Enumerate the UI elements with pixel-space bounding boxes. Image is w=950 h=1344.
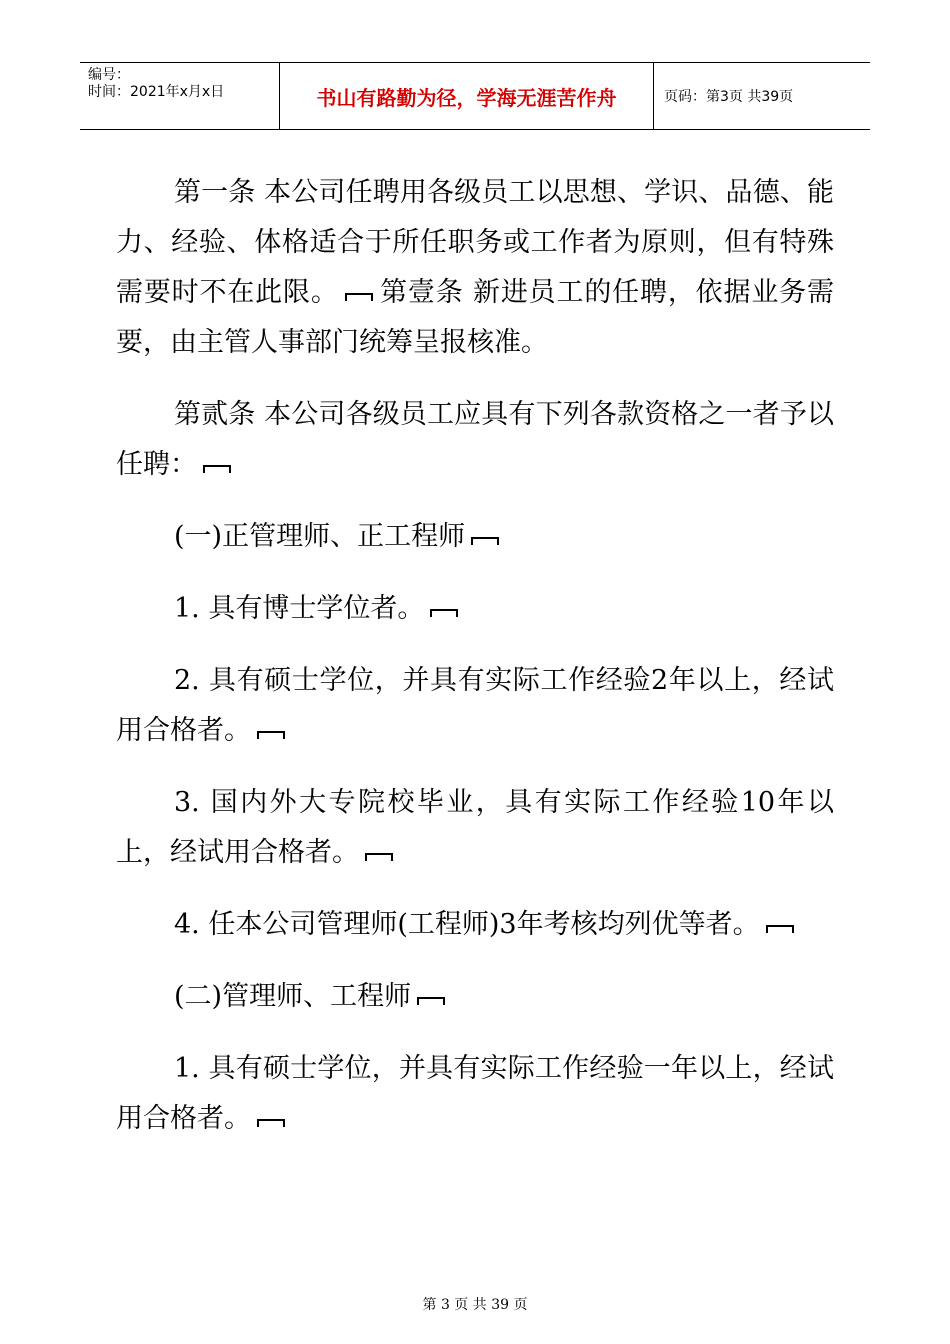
paragraph-text: 第一条 本公司任聘用各级员工以思想、学识、品德、能力、经验、体格适合于所任职务或工作者为原则，但有特殊需要时不在此限。 [116,177,834,308]
paragraph-mark-icon [471,537,497,547]
paragraph-mark-icon [257,1119,283,1129]
paragraph-text: (一)正管理师、正工程师 [174,521,466,552]
paragraph-text: 1. 具有硕士学位，并具有实际工作经验一年以上，经试用合格者。 [116,1053,834,1134]
paragraph-mark-icon [417,997,443,1007]
paragraph-mark-icon [257,731,283,741]
list-item-5 [116,1044,834,1144]
paragraph-mark-icon [203,465,229,475]
page-header [80,62,870,130]
paragraph-text: 1. 具有博士学位者。 [174,593,425,624]
header-meta [80,63,280,129]
paragraph-text: 2. 具有硕士学位，并具有实际工作经验2年以上，经试用合格者。 [116,665,834,746]
document-body [116,168,834,1166]
section-heading-2 [116,972,834,1022]
paragraph-mark-icon [766,925,792,935]
paragraph-mark-icon [430,609,456,619]
list-item-4 [116,900,834,950]
list-item-2 [116,656,834,756]
paragraph-text: 4. 任本公司管理师(工程师)3年考核均列优等者。 [174,909,760,940]
number-label: 编号： [88,67,130,83]
paragraph-mark-icon [365,853,391,863]
page-footer: 第 3 页 共 39 页 [422,1297,528,1313]
paragraph-article-2 [116,390,834,490]
paragraph-mark-icon [345,293,371,303]
paragraph-text: 第贰条 本公司各级员工应具有下列各款资格之一者予以任聘： [116,399,834,480]
paragraph-article-1 [116,168,834,368]
header-motto: 书山有路勤为径，学海无涯苦作舟 [280,63,654,129]
paragraph-text: 3. 国内外大专院校毕业，具有实际工作经验10年以上，经试用合格者。 [116,787,834,868]
time-label: 时间：2021年x月x日 [88,84,225,100]
paragraph-text: (二)管理师、工程师 [174,981,412,1012]
list-item-1 [116,584,834,634]
list-item-3 [116,778,834,878]
paragraph-text: 第壹条 新进员工的任聘，依据业务需要，由主管人事部门统筹呈报核准。 [116,277,834,358]
header-page-info: 页码：第3页 共39页 [664,89,794,105]
section-heading-1 [116,512,834,562]
